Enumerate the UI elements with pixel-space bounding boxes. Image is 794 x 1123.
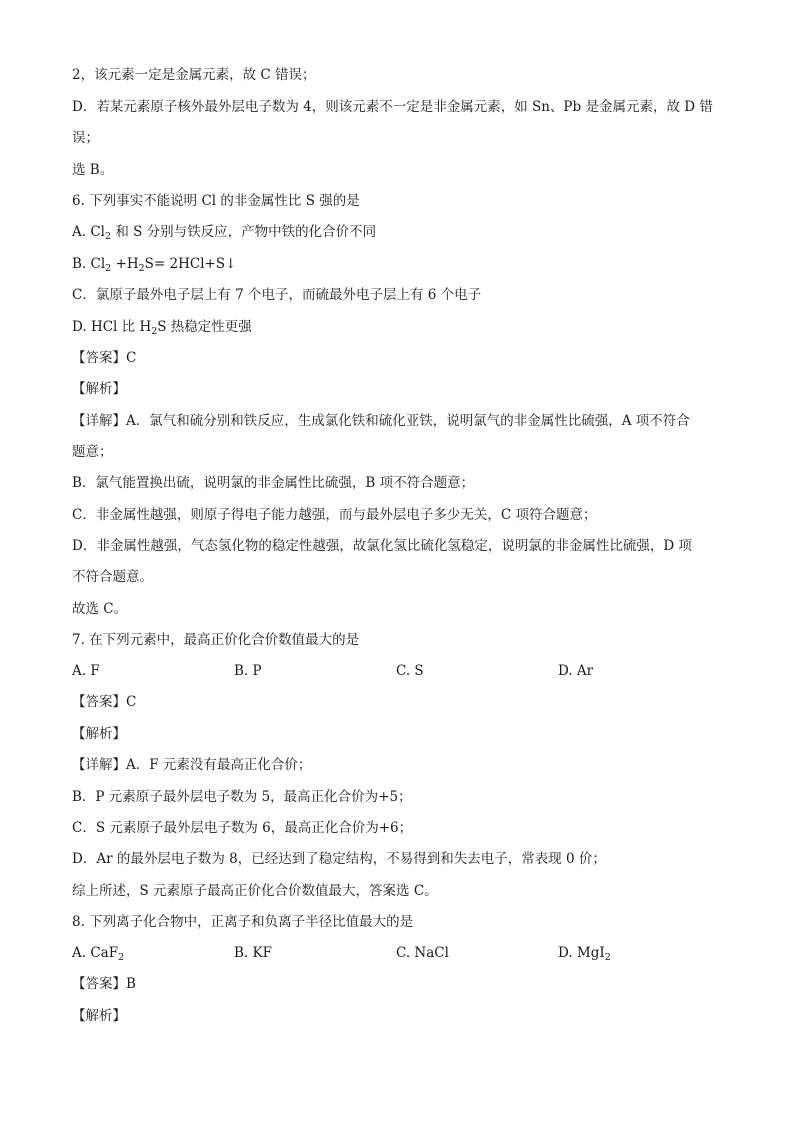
text-line: C．非金属性越强，则原子得电子能力越强，而与最外层电子多少无关，C 项符合题意； (72, 507, 597, 523)
text-line: 选 B。 (72, 162, 114, 178)
text-line: D．Ar 的最外层电子数为 8，已经达到了稳定结构，不易得到和失去电子，常表现 0 价； (72, 851, 606, 867)
analysis-label: 【解析】 (72, 381, 126, 397)
text-line: 2，该元素一定是金属元素，故 C 错误； (72, 67, 316, 83)
text-line: D．非金属性越强，气态氢化物的稳定性越强，故氯化氢比硫化氢稳定，说明氯的非金属性比硫强，D 项 (72, 538, 692, 554)
question-6-stem: 6. 下列事实不能说明 Cl 的非金属性比 S 强的是 (72, 193, 360, 209)
q8-option-b: B. KF (234, 945, 272, 961)
text-line: 题意； (72, 444, 113, 460)
text-line: C．S 元素原子最外层电子数为 6，最高正化合价为+6； (72, 820, 413, 836)
text-line: 故选 C。 (72, 601, 128, 617)
q6-option-c: C．氯原子最外电子层上有 7 个电子，而硫最外电子层上有 6 个电子 (72, 287, 482, 303)
q8-option-d: D. MgI$_2$ (558, 945, 611, 963)
answer-label: 【答案】C (72, 694, 137, 710)
q6-option-b: B. $Cl_2 +H_2S=$ 2HCl+S↓ (72, 256, 237, 274)
analysis-label: 【解析】 (72, 726, 126, 742)
text-line: B．P 元素原子最外层电子数为 5，最高正化合价为+5； (72, 789, 412, 805)
q8-option-a: A. CaF$_2$ (72, 945, 125, 963)
text-line: 不符合题意。 (72, 569, 153, 585)
question-8-stem: 8. 下列离子化合物中，正离子和负离子半径比值最大的是 (72, 914, 414, 930)
text-line: B．氯气能置换出硫，说明氯的非金属性比硫强，B 项不符合题意； (72, 475, 475, 491)
text-line: 综上所述，S 元素原子最高正价化合价数值最大，答案选 C。 (72, 883, 438, 899)
q7-option-b: B. P (234, 663, 262, 679)
q7-option-a: A. F (72, 663, 100, 679)
text-line: 误； (72, 130, 99, 146)
text-line: D．若某元素原子核外最外层电子数为 4，则该元素不一定是非金属元素，如 Sn、Pb 是金属元素，故 D 错 (72, 99, 713, 115)
text-line: 【详解】A．氯气和硫分别和铁反应，生成氯化铁和硫化亚铁，说明氯气的非金属性比硫强，A 项不符合 (72, 413, 690, 429)
q7-option-d: D. Ar (558, 663, 594, 679)
text-line: 【详解】A．F 元素没有最高正化合价； (72, 757, 312, 773)
q6-option-a: A. $Cl_2$ 和 S 分别与铁反应，产物中铁的化合价不同 (72, 224, 377, 242)
answer-label: 【答案】B (72, 976, 136, 992)
answer-label: 【答案】C (72, 350, 137, 366)
analysis-label: 【解析】 (72, 1008, 126, 1024)
question-7-stem: 7. 在下列元素中，最高正价化合价数值最大的是 (72, 632, 360, 648)
q6-option-d: D. HCl 比 $H_2S$ 热稳定性更强 (72, 319, 252, 337)
q7-option-c: C. S (396, 663, 424, 679)
q8-option-c: C. NaCl (396, 945, 449, 961)
